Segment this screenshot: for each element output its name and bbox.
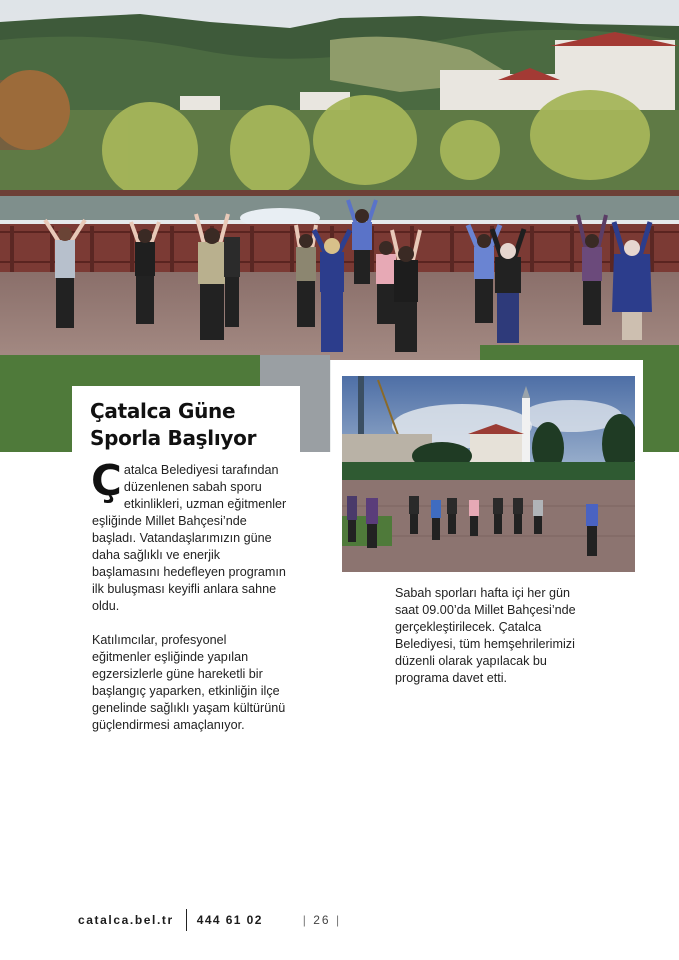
page-bar-right: | bbox=[335, 913, 342, 927]
inset-photo-frame bbox=[331, 360, 643, 586]
page-number: 26 bbox=[313, 913, 331, 927]
phone-number: 444 61 02 bbox=[196, 913, 263, 927]
footer-divider bbox=[186, 909, 187, 931]
paragraph-3: Sabah sporları hafta içi her gün saat 09.00’da Millet Bahçesi’nde gerçekleştirilecek. Çatalca Belediyesi, tüm hemşehrilerimizi düzenli olarak yapılacak bu programa davet etti. bbox=[395, 586, 576, 685]
article-body-right bbox=[395, 585, 595, 687]
drop-cap: Ç bbox=[91, 456, 122, 505]
inset-photo-stretching bbox=[342, 376, 635, 572]
paragraph-2: Katılımcılar, profesyonel eğitmenler eşliğinde yapılan egzersizlerle güne hareketli bir başlangıç yaparken, etkinliğin ilçe genelinde sağlıklı yaşam kültürünü güçlendirmesi amaçlanıyor. bbox=[92, 633, 286, 732]
page-footer bbox=[78, 908, 341, 932]
website-link[interactable]: catalca.bel.tr bbox=[78, 913, 174, 927]
page-number-group bbox=[303, 913, 341, 927]
title-line-1: Çatalca Güne bbox=[90, 399, 236, 423]
title-line-2: Sporla Başlıyor bbox=[90, 426, 257, 450]
article-title bbox=[90, 398, 300, 452]
lead-paragraph bbox=[91, 456, 288, 615]
page-bar-left: | bbox=[302, 913, 308, 927]
title-box bbox=[72, 386, 300, 456]
article-body-left bbox=[91, 456, 288, 751]
lead-text: atalca Belediyesi tarafından düzenlenen sabah sporu etkinlikleri, uzman eğitmenler eşliğinde Millet Bahçesi’nde başladı. Vatandaşlarımızın güne daha sağlıklı ve enerjik başlamasını hedefleyen programın ilk buluşması keyifli anlara sahne oldu. bbox=[92, 463, 287, 613]
